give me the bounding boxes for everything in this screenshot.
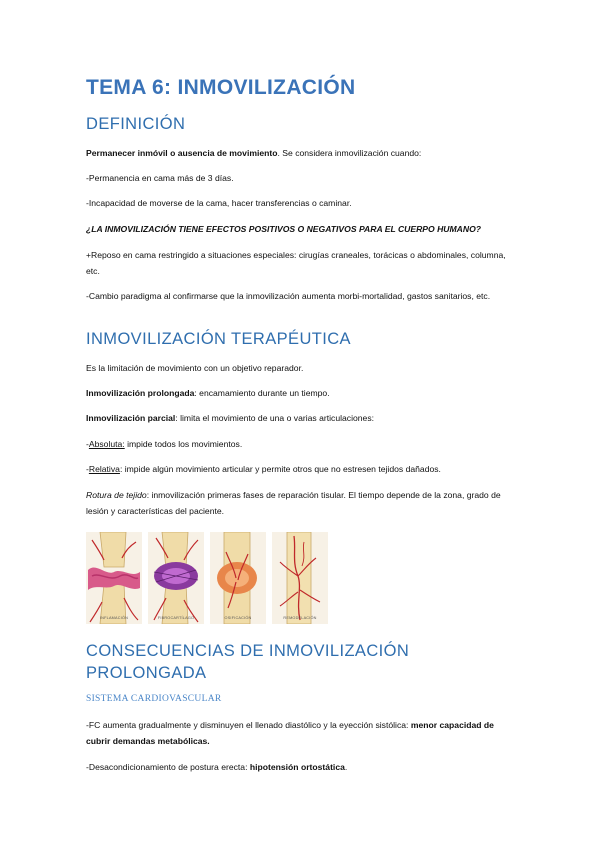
subheading-cardiovascular: SISTEMA CARDIOVASCULAR	[86, 694, 222, 704]
inflammation-panel-image	[86, 532, 142, 624]
rotura-italic: Rotura de tejido	[86, 490, 147, 500]
paragraph-item2: -Incapacidad de moverse de la cama, hacer transferencias o caminar.	[86, 198, 352, 208]
heading-terapeutica: INMOVILIZACIÓN TERAPÉUTICA	[86, 330, 351, 348]
paragraph-question	[86, 222, 516, 238]
fc-rest: -FC aumenta gradualmente y disminuyen el llenado diastólico y la eyección sistólica:	[86, 720, 411, 730]
definition-bold: Permanecer inmóvil o ausencia de movimiento	[86, 148, 278, 158]
rotura-rest: : inmovilización primeras fases de reparación tisular. El tiempo depende de la zona, grado de lesión y características del paciente.	[86, 490, 501, 516]
heading-definicion: DEFINICIÓN	[86, 115, 186, 133]
ossification-panel-image	[210, 532, 266, 624]
paragraph-relativa	[86, 462, 526, 478]
relativa-rest: : impide algún movimiento articular y permite otros que no estresen tejidos dañados.	[119, 464, 441, 474]
desacond-end: .	[344, 762, 348, 772]
fc-bold: menor capacidad de cubrir demandas metabólicas.	[86, 720, 494, 746]
page-title: TEMA 6: INMOVILIZACIÓN	[86, 76, 356, 99]
desacond-bold: hipotensión ortostática	[249, 762, 345, 772]
parcial-rest: : limita el movimiento de una o varias articulaciones:	[175, 413, 375, 423]
paragraph-desacondicionamiento	[86, 760, 516, 776]
caption-remodeling: REMODELACIÓN	[283, 616, 317, 620]
paragraph-rotura	[86, 488, 511, 519]
paragraph-prolongada	[86, 386, 516, 402]
absoluta-dash: -	[86, 439, 89, 449]
prolongada-bold: Inmovilización prolongada	[86, 388, 195, 398]
question-text: ¿LA INMOVILIZACIÓN TIENE EFECTOS POSITIVOS O NEGATIVOS PARA EL CUERPO HUMANO?	[86, 224, 482, 234]
paragraph-plus: +Reposo en cama restringido a situaciones especiales: cirugías craneales, torácicas o abdominales, columna, etc.	[86, 250, 506, 276]
paragraph-parcial	[86, 411, 516, 427]
fibrocartilage-panel-image	[148, 532, 204, 624]
paragraph-item1: -Permanencia en cama más de 3 días.	[86, 173, 234, 183]
definition-rest: . Se considera inmovilización cuando:	[277, 148, 422, 158]
desacond-rest: -Desacondicionamiento de postura erecta:	[86, 762, 250, 772]
paragraph-minus: -Cambio paradigma al confirmarse que la inmovilización aumenta morbi-mortalidad, gastos sanitarios, etc.	[86, 291, 491, 301]
relativa-dash: -	[86, 464, 89, 474]
paragraph-fc	[86, 718, 511, 749]
paragraph-therapeutic-def: Es la limitación de movimiento con un objetivo reparador.	[86, 363, 304, 373]
bone-healing-figure	[86, 532, 326, 624]
prolongada-rest: : encamamiento durante un tiempo.	[194, 388, 330, 398]
caption-fibrocartilage: FIBROCARTÍLAGO	[157, 616, 195, 620]
relativa-underlined: Relativa	[88, 464, 120, 474]
remodeling-panel-image	[272, 532, 328, 624]
caption-ossification: OSIFICACIÓN	[224, 616, 252, 620]
absoluta-rest: impide todos los movimientos.	[124, 439, 243, 449]
parcial-bold: Inmovilización parcial	[86, 413, 176, 423]
heading-consecuencias: CONSECUENCIAS DE INMOVILIZACIÓN PROLONGADA	[86, 642, 410, 682]
absoluta-underlined: Absoluta:	[88, 439, 125, 449]
paragraph-definition	[86, 146, 516, 162]
paragraph-absoluta	[86, 437, 516, 453]
caption-inflammation: INFLAMACIÓN	[99, 616, 129, 620]
